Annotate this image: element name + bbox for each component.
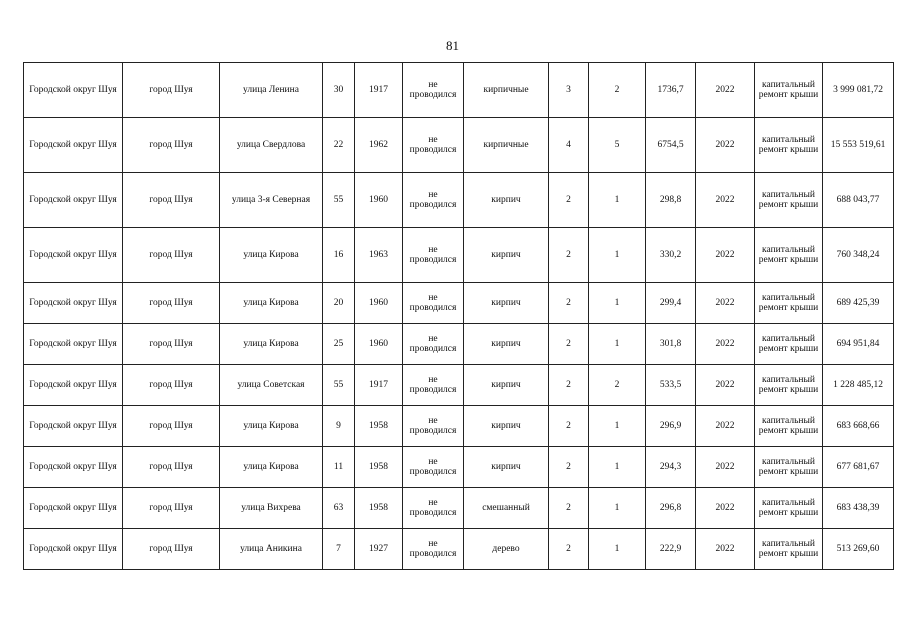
- last-repair-cell: не проводился: [403, 173, 464, 228]
- area-cell: 301,8: [646, 324, 696, 365]
- plan-year-cell: 2022: [696, 324, 755, 365]
- repair-register-table: [23, 62, 894, 570]
- house-number-cell: 63: [323, 488, 355, 529]
- city-cell: город Шуя: [123, 529, 220, 570]
- city-cell: город Шуя: [123, 63, 220, 118]
- build-year-cell: 1958: [355, 488, 403, 529]
- floors-cell: 2: [549, 447, 589, 488]
- city-cell: город Шуя: [123, 283, 220, 324]
- entrances-cell: 1: [589, 406, 646, 447]
- plan-year-cell: 2022: [696, 63, 755, 118]
- city-cell: город Шуя: [123, 365, 220, 406]
- house-number-cell: 11: [323, 447, 355, 488]
- last-repair-cell: не проводился: [403, 406, 464, 447]
- area-cell: 296,9: [646, 406, 696, 447]
- floors-cell: 2: [549, 283, 589, 324]
- city-cell: город Шуя: [123, 447, 220, 488]
- floors-cell: 2: [549, 228, 589, 283]
- house-number-cell: 55: [323, 365, 355, 406]
- plan-year-cell: 2022: [696, 488, 755, 529]
- entrances-cell: 2: [589, 63, 646, 118]
- street-cell: улица 3-я Северная: [220, 173, 323, 228]
- plan-year-cell: 2022: [696, 118, 755, 173]
- cost-cell: 694 951,84: [823, 324, 894, 365]
- work-type-cell: капитальный ремонт крыши: [755, 365, 823, 406]
- district-cell: Городской округ Шуя: [24, 529, 123, 570]
- area-cell: 298,8: [646, 173, 696, 228]
- floors-cell: 2: [549, 365, 589, 406]
- street-cell: улица Свердлова: [220, 118, 323, 173]
- district-cell: Городской округ Шуя: [24, 118, 123, 173]
- floors-cell: 2: [549, 529, 589, 570]
- house-number-cell: 9: [323, 406, 355, 447]
- street-cell: улица Кирова: [220, 324, 323, 365]
- table-row: [24, 488, 894, 529]
- street-cell: улица Кирова: [220, 283, 323, 324]
- entrances-cell: 1: [589, 447, 646, 488]
- table-row: [24, 283, 894, 324]
- table-row: [24, 228, 894, 283]
- area-cell: 1736,7: [646, 63, 696, 118]
- table-row: [24, 365, 894, 406]
- street-cell: улица Кирова: [220, 406, 323, 447]
- floors-cell: 2: [549, 488, 589, 529]
- cost-cell: 3 999 081,72: [823, 63, 894, 118]
- floors-cell: 2: [549, 173, 589, 228]
- build-year-cell: 1917: [355, 63, 403, 118]
- build-year-cell: 1958: [355, 406, 403, 447]
- city-cell: город Шуя: [123, 228, 220, 283]
- work-type-cell: капитальный ремонт крыши: [755, 529, 823, 570]
- entrances-cell: 1: [589, 488, 646, 529]
- table-row: [24, 118, 894, 173]
- district-cell: Городской округ Шуя: [24, 365, 123, 406]
- house-number-cell: 22: [323, 118, 355, 173]
- house-number-cell: 55: [323, 173, 355, 228]
- district-cell: Городской округ Шуя: [24, 324, 123, 365]
- entrances-cell: 2: [589, 365, 646, 406]
- build-year-cell: 1958: [355, 447, 403, 488]
- wall-material-cell: кирпичные: [464, 118, 549, 173]
- last-repair-cell: не проводился: [403, 283, 464, 324]
- city-cell: город Шуя: [123, 488, 220, 529]
- district-cell: Городской округ Шуя: [24, 406, 123, 447]
- house-number-cell: 16: [323, 228, 355, 283]
- entrances-cell: 1: [589, 529, 646, 570]
- build-year-cell: 1960: [355, 283, 403, 324]
- entrances-cell: 1: [589, 228, 646, 283]
- street-cell: улица Кирова: [220, 447, 323, 488]
- city-cell: город Шуя: [123, 173, 220, 228]
- cost-cell: 1 228 485,12: [823, 365, 894, 406]
- page-number: 81: [446, 38, 459, 53]
- area-cell: 294,3: [646, 447, 696, 488]
- build-year-cell: 1960: [355, 324, 403, 365]
- area-cell: 330,2: [646, 228, 696, 283]
- city-cell: город Шуя: [123, 324, 220, 365]
- street-cell: улица Вихрева: [220, 488, 323, 529]
- build-year-cell: 1962: [355, 118, 403, 173]
- wall-material-cell: смешанный: [464, 488, 549, 529]
- last-repair-cell: не проводился: [403, 228, 464, 283]
- entrances-cell: 5: [589, 118, 646, 173]
- area-cell: 296,8: [646, 488, 696, 529]
- table-row: [24, 406, 894, 447]
- cost-cell: 677 681,67: [823, 447, 894, 488]
- house-number-cell: 25: [323, 324, 355, 365]
- build-year-cell: 1963: [355, 228, 403, 283]
- wall-material-cell: кирпич: [464, 365, 549, 406]
- cost-cell: 683 668,66: [823, 406, 894, 447]
- house-number-cell: 30: [323, 63, 355, 118]
- last-repair-cell: не проводился: [403, 118, 464, 173]
- last-repair-cell: не проводился: [403, 63, 464, 118]
- table-row: [24, 324, 894, 365]
- area-cell: 299,4: [646, 283, 696, 324]
- district-cell: Городской округ Шуя: [24, 63, 123, 118]
- build-year-cell: 1927: [355, 529, 403, 570]
- city-cell: город Шуя: [123, 406, 220, 447]
- district-cell: Городской округ Шуя: [24, 283, 123, 324]
- wall-material-cell: кирпичные: [464, 63, 549, 118]
- work-type-cell: капитальный ремонт крыши: [755, 228, 823, 283]
- table-row: [24, 63, 894, 118]
- entrances-cell: 1: [589, 283, 646, 324]
- street-cell: улица Ленина: [220, 63, 323, 118]
- cost-cell: 15 553 519,61: [823, 118, 894, 173]
- build-year-cell: 1917: [355, 365, 403, 406]
- wall-material-cell: кирпич: [464, 406, 549, 447]
- last-repair-cell: не проводился: [403, 365, 464, 406]
- table-row: [24, 529, 894, 570]
- wall-material-cell: кирпич: [464, 447, 549, 488]
- district-cell: Городской округ Шуя: [24, 447, 123, 488]
- work-type-cell: капитальный ремонт крыши: [755, 324, 823, 365]
- table-row: [24, 447, 894, 488]
- cost-cell: 513 269,60: [823, 529, 894, 570]
- work-type-cell: капитальный ремонт крыши: [755, 283, 823, 324]
- plan-year-cell: 2022: [696, 283, 755, 324]
- cost-cell: 760 348,24: [823, 228, 894, 283]
- house-number-cell: 20: [323, 283, 355, 324]
- work-type-cell: капитальный ремонт крыши: [755, 488, 823, 529]
- work-type-cell: капитальный ремонт крыши: [755, 406, 823, 447]
- area-cell: 222,9: [646, 529, 696, 570]
- plan-year-cell: 2022: [696, 406, 755, 447]
- work-type-cell: капитальный ремонт крыши: [755, 447, 823, 488]
- last-repair-cell: не проводился: [403, 488, 464, 529]
- last-repair-cell: не проводился: [403, 447, 464, 488]
- plan-year-cell: 2022: [696, 447, 755, 488]
- cost-cell: 683 438,39: [823, 488, 894, 529]
- street-cell: улица Аникина: [220, 529, 323, 570]
- street-cell: улица Кирова: [220, 228, 323, 283]
- entrances-cell: 1: [589, 173, 646, 228]
- last-repair-cell: не проводился: [403, 529, 464, 570]
- floors-cell: 3: [549, 63, 589, 118]
- street-cell: улица Советская: [220, 365, 323, 406]
- build-year-cell: 1960: [355, 173, 403, 228]
- area-cell: 6754,5: [646, 118, 696, 173]
- area-cell: 533,5: [646, 365, 696, 406]
- wall-material-cell: кирпич: [464, 173, 549, 228]
- floors-cell: 2: [549, 324, 589, 365]
- table-body: [24, 63, 894, 570]
- plan-year-cell: 2022: [696, 228, 755, 283]
- plan-year-cell: 2022: [696, 365, 755, 406]
- city-cell: город Шуя: [123, 118, 220, 173]
- district-cell: Городской округ Шуя: [24, 173, 123, 228]
- floors-cell: 2: [549, 406, 589, 447]
- wall-material-cell: кирпич: [464, 228, 549, 283]
- district-cell: Городской округ Шуя: [24, 488, 123, 529]
- house-number-cell: 7: [323, 529, 355, 570]
- plan-year-cell: 2022: [696, 173, 755, 228]
- work-type-cell: капитальный ремонт крыши: [755, 63, 823, 118]
- wall-material-cell: дерево: [464, 529, 549, 570]
- work-type-cell: капитальный ремонт крыши: [755, 118, 823, 173]
- cost-cell: 689 425,39: [823, 283, 894, 324]
- floors-cell: 4: [549, 118, 589, 173]
- last-repair-cell: не проводился: [403, 324, 464, 365]
- plan-year-cell: 2022: [696, 529, 755, 570]
- wall-material-cell: кирпич: [464, 324, 549, 365]
- district-cell: Городской округ Шуя: [24, 228, 123, 283]
- work-type-cell: капитальный ремонт крыши: [755, 173, 823, 228]
- table-row: [24, 173, 894, 228]
- wall-material-cell: кирпич: [464, 283, 549, 324]
- entrances-cell: 1: [589, 324, 646, 365]
- cost-cell: 688 043,77: [823, 173, 894, 228]
